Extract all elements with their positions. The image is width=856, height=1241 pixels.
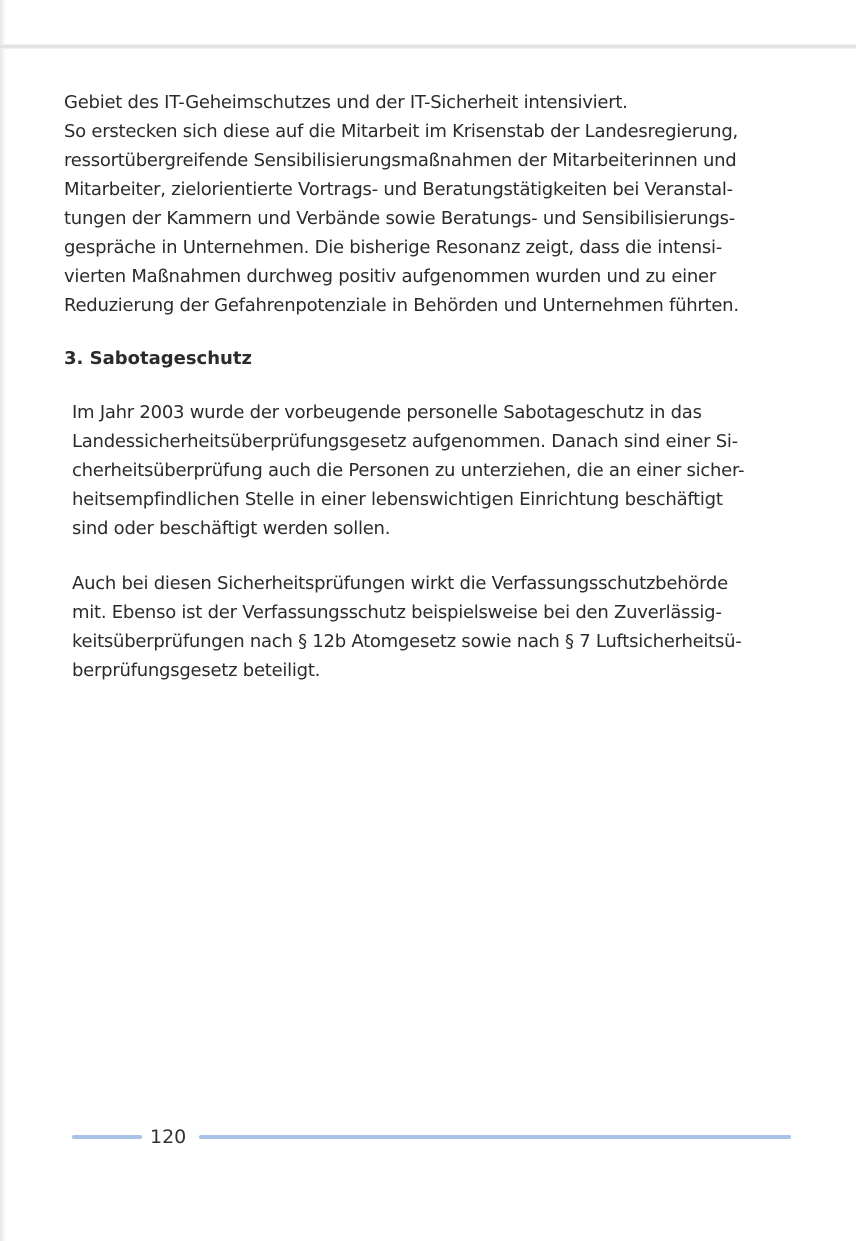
sabotage-paragraph-1 <box>72 398 799 543</box>
text-line: Im Jahr 2003 wurde der vorbeugende personelle Sabotageschutz in das <box>72 402 702 423</box>
text-line: mit. Ebenso ist der Verfassungsschutz beispielsweise bei den Zuverlässig- <box>72 602 722 623</box>
text-line: Landessicherheitsüberprüfungsgesetz aufgenommen. Danach sind einer Si- <box>72 431 738 452</box>
text-line: heitsempfindlichen Stelle in einer lebenswichtigen Einrichtung beschäftigt <box>72 489 723 510</box>
sabotage-paragraph-2 <box>72 569 799 685</box>
text-line: vierten Maßnahmen durchweg positiv aufgenommen wurden und zu einer <box>64 266 717 287</box>
text-line: So erstecken sich diese auf die Mitarbeit im Krisenstab der Landesregierung, <box>64 121 738 142</box>
page-body <box>64 88 799 685</box>
footer-rule-right <box>199 1135 791 1139</box>
footer-rule-left <box>72 1135 142 1139</box>
text-line: gespräche in Unternehmen. Die bisherige Resonanz zeigt, dass die intensi- <box>64 237 723 258</box>
text-line: cherheitsüberprüfung auch die Personen zu unterziehen, die an einer sicher- <box>72 460 745 481</box>
text-line: ressortübergreifende Sensibilisierungsmaßnahmen der Mitarbeiterinnen und <box>64 150 737 171</box>
section-heading: 3. Sabotageschutz <box>64 348 252 369</box>
scan-edge <box>0 0 6 1241</box>
text-line: Gebiet des IT-Geheimschutzes und der IT-Sicherheit intensiviert. <box>64 92 628 113</box>
text-line: tungen der Kammern und Verbände sowie Beratungs- und Sensibilisierungs- <box>64 208 735 229</box>
page-footer <box>0 1122 856 1152</box>
intro-paragraph <box>64 88 799 320</box>
text-line: sind oder beschäftigt werden sollen. <box>72 518 391 539</box>
text-line: Auch bei diesen Sicherheitsprüfungen wirkt die Verfassungsschutzbehörde <box>72 573 728 594</box>
text-line: Mitarbeiter, zielorientierte Vortrags- und Beratungstätigkeiten bei Veranstal- <box>64 179 733 200</box>
page-number: 120 <box>150 1126 187 1148</box>
text-line: keitsüberprüfungen nach § 12b Atomgesetz sowie nach § 7 Luftsicherheitsü- <box>72 631 742 652</box>
text-line: berprüfungsgesetz beteiligt. <box>72 660 321 681</box>
header-rule <box>0 44 856 49</box>
text-line: Reduzierung der Gefahrenpotenziale in Behörden und Unternehmen führten. <box>64 295 739 316</box>
